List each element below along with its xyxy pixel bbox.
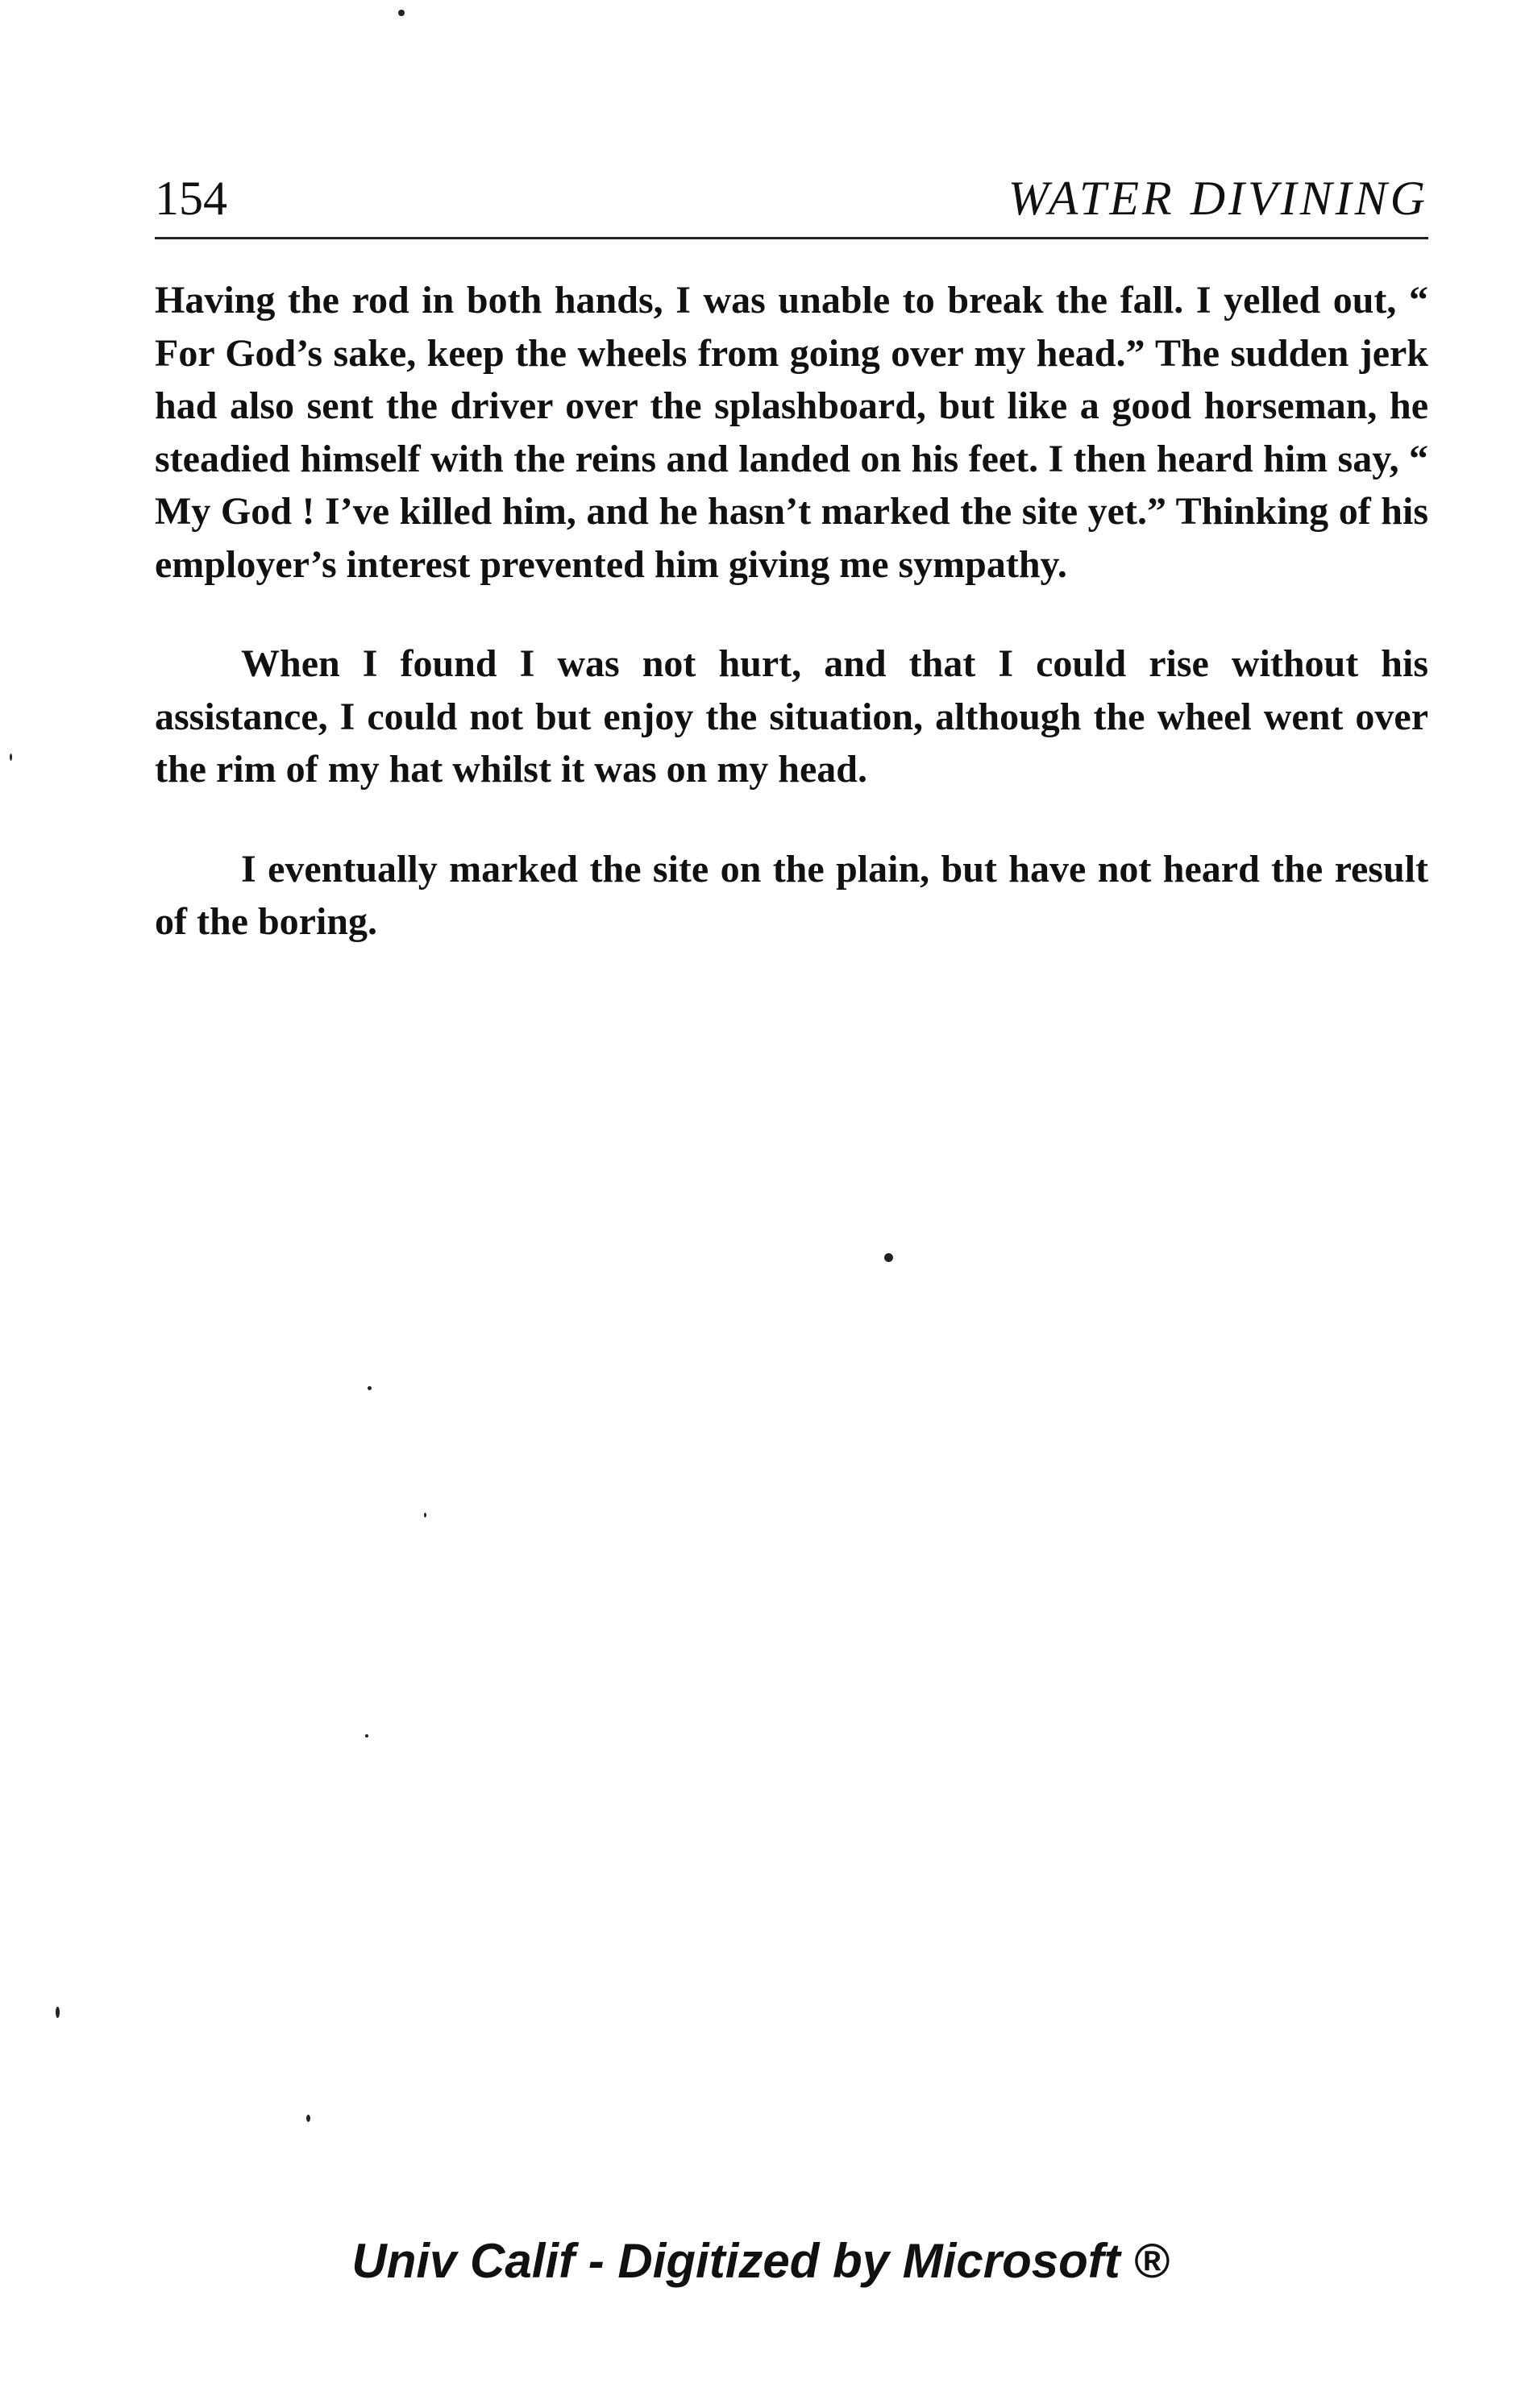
running-title: WATER DIVINING	[1008, 172, 1428, 225]
scan-speck	[368, 1386, 372, 1390]
digitization-credit: Univ Calif - Digitized by Microsoft ®	[351, 2234, 1170, 2288]
page-number: 154	[155, 172, 227, 225]
scan-speck	[56, 2007, 60, 2018]
page-header	[155, 163, 1428, 239]
scan-speck	[365, 1734, 368, 1737]
scan-speck	[398, 10, 405, 16]
scan-speck	[424, 1513, 426, 1517]
scan-speck	[10, 754, 12, 761]
paragraph: When I found I was not hurt, and that I could rise without his assistance, I could not but enjoy the situation, although the wheel went over the rim of my hat whilst it was on my head.	[155, 642, 1428, 791]
paragraph: I eventually marked the site on the plain, but have not heard the result of the boring.	[155, 847, 1428, 943]
body-text	[155, 274, 1428, 949]
scan-speck	[306, 2115, 310, 2122]
scan-speck	[884, 1253, 893, 1262]
paragraph: Having the rod in both hands, I was unable to break the fall. I yelled out, “ For God’s sake, keep the wheels from going over my head.” The sudden jerk had also sent the driver over the splashboard, but like a good horseman, he steadied himself with the reins and landed on his feet. I then heard him say, “ My God ! I’ve killed him, and he hasn’t marked the site yet.” Thinking of his employer’s interest prevented him giving me sympathy.	[155, 279, 1428, 586]
